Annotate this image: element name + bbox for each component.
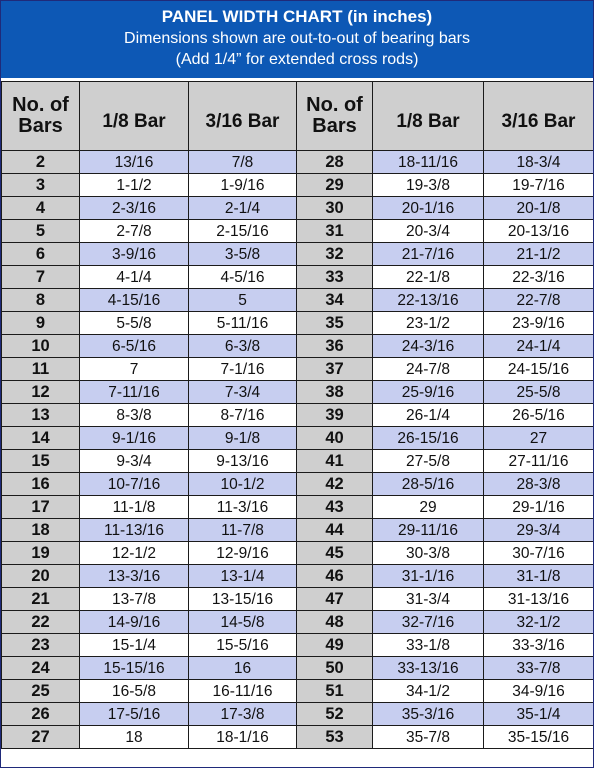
eighth-bar-width-cell: 35-7/8 [373,726,484,749]
bars-count-cell: 22 [2,611,80,634]
three-sixteenth-bar-width-cell: 20-1/8 [484,197,594,220]
table-row [2,312,594,335]
eighth-bar-width-cell: 34-1/2 [373,680,484,703]
three-sixteenth-bar-width-cell: 25-5/8 [484,381,594,404]
bars-count-cell: 45 [297,542,373,565]
three-sixteenth-bar-width-cell: 18-1/16 [189,726,297,749]
header-eighth-bar-left: 1/8 Bar [80,82,189,151]
bars-count-cell: 52 [297,703,373,726]
three-sixteenth-bar-width-cell: 9-13/16 [189,450,297,473]
eighth-bar-width-cell: 30-3/8 [373,542,484,565]
bars-count-cell: 43 [297,496,373,519]
panel-width-table [1,81,594,749]
three-sixteenth-bar-width-cell: 23-9/16 [484,312,594,335]
bars-count-cell: 29 [297,174,373,197]
three-sixteenth-bar-width-cell: 31-13/16 [484,588,594,611]
three-sixteenth-bar-width-cell: 20-13/16 [484,220,594,243]
three-sixteenth-bar-width-cell: 5-11/16 [189,312,297,335]
three-sixteenth-bar-width-cell: 11-3/16 [189,496,297,519]
table-row [2,680,594,703]
three-sixteenth-bar-width-cell: 27-11/16 [484,450,594,473]
eighth-bar-width-cell: 31-1/16 [373,565,484,588]
eighth-bar-width-cell: 28-5/16 [373,473,484,496]
eighth-bar-width-cell: 11-1/8 [80,496,189,519]
eighth-bar-width-cell: 3-9/16 [80,243,189,266]
table-row [2,151,594,174]
header-bars-line2: Bars [312,115,357,137]
three-sixteenth-bar-width-cell: 12-9/16 [189,542,297,565]
table-row [2,381,594,404]
table-row [2,588,594,611]
bars-count-cell: 17 [2,496,80,519]
bars-count-cell: 36 [297,335,373,358]
bars-count-cell: 51 [297,680,373,703]
table-row [2,726,594,749]
table-row [2,611,594,634]
eighth-bar-width-cell: 12-1/2 [80,542,189,565]
eighth-bar-width-cell: 24-3/16 [373,335,484,358]
table-row [2,473,594,496]
bars-count-cell: 13 [2,404,80,427]
bars-count-cell: 35 [297,312,373,335]
chart-subtitle: Dimensions shown are out-to-out of bearing bars [124,30,470,47]
bars-count-cell: 14 [2,427,80,450]
three-sixteenth-bar-width-cell: 21-1/2 [484,243,594,266]
eighth-bar-width-cell: 33-1/8 [373,634,484,657]
bars-count-cell: 3 [2,174,80,197]
three-sixteenth-bar-width-cell: 2-15/16 [189,220,297,243]
three-sixteenth-bar-width-cell: 33-3/16 [484,634,594,657]
bars-count-cell: 6 [2,243,80,266]
eighth-bar-width-cell: 22-13/16 [373,289,484,312]
eighth-bar-width-cell: 25-9/16 [373,381,484,404]
three-sixteenth-bar-width-cell: 34-9/16 [484,680,594,703]
table-header-row [2,82,594,151]
three-sixteenth-bar-width-cell: 11-7/8 [189,519,297,542]
bars-count-cell: 4 [2,197,80,220]
table-row [2,197,594,220]
bars-count-cell: 8 [2,289,80,312]
three-sixteenth-bar-width-cell: 35-1/4 [484,703,594,726]
eighth-bar-width-cell: 17-5/16 [80,703,189,726]
header-no-of-bars-right [297,82,373,151]
table-row [2,634,594,657]
table-row [2,519,594,542]
table-row [2,174,594,197]
eighth-bar-width-cell: 19-3/8 [373,174,484,197]
three-sixteenth-bar-width-cell: 16 [189,657,297,680]
eighth-bar-width-cell: 2-7/8 [80,220,189,243]
bars-count-cell: 12 [2,381,80,404]
chart-header [1,1,593,78]
header-bars-line2: Bars [18,115,63,137]
bars-count-cell: 23 [2,634,80,657]
bars-count-cell: 25 [2,680,80,703]
eighth-bar-width-cell: 22-1/8 [373,266,484,289]
bars-count-cell: 18 [2,519,80,542]
bars-count-cell: 11 [2,358,80,381]
eighth-bar-width-cell: 29 [373,496,484,519]
three-sixteenth-bar-width-cell: 10-1/2 [189,473,297,496]
three-sixteenth-bar-width-cell: 14-5/8 [189,611,297,634]
header-no-of-bars-left [2,82,80,151]
table-row [2,404,594,427]
three-sixteenth-bar-width-cell: 13-15/16 [189,588,297,611]
bars-count-cell: 40 [297,427,373,450]
three-sixteenth-bar-width-cell: 8-7/16 [189,404,297,427]
table-row [2,266,594,289]
table-row [2,450,594,473]
table-row [2,496,594,519]
eighth-bar-width-cell: 14-9/16 [80,611,189,634]
bars-count-cell: 28 [297,151,373,174]
header-three-sixteenth-bar-right: 3/16 Bar [484,82,594,151]
table-row [2,542,594,565]
bars-count-cell: 30 [297,197,373,220]
bars-count-cell: 37 [297,358,373,381]
table-row [2,220,594,243]
bars-count-cell: 20 [2,565,80,588]
eighth-bar-width-cell: 13-7/8 [80,588,189,611]
three-sixteenth-bar-width-cell: 29-3/4 [484,519,594,542]
eighth-bar-width-cell: 7 [80,358,189,381]
three-sixteenth-bar-width-cell: 2-1/4 [189,197,297,220]
eighth-bar-width-cell: 10-7/16 [80,473,189,496]
three-sixteenth-bar-width-cell: 7-1/16 [189,358,297,381]
bars-count-cell: 5 [2,220,80,243]
bars-count-cell: 27 [2,726,80,749]
eighth-bar-width-cell: 15-15/16 [80,657,189,680]
table-row [2,565,594,588]
table-row [2,243,594,266]
three-sixteenth-bar-width-cell: 35-15/16 [484,726,594,749]
eighth-bar-width-cell: 20-1/16 [373,197,484,220]
three-sixteenth-bar-width-cell: 19-7/16 [484,174,594,197]
eighth-bar-width-cell: 4-15/16 [80,289,189,312]
eighth-bar-width-cell: 7-11/16 [80,381,189,404]
table-row [2,335,594,358]
eighth-bar-width-cell: 16-5/8 [80,680,189,703]
bars-count-cell: 26 [2,703,80,726]
bars-count-cell: 42 [297,473,373,496]
eighth-bar-width-cell: 11-13/16 [80,519,189,542]
three-sixteenth-bar-width-cell: 22-7/8 [484,289,594,312]
bars-count-cell: 49 [297,634,373,657]
bars-count-cell: 10 [2,335,80,358]
eighth-bar-width-cell: 1-1/2 [80,174,189,197]
three-sixteenth-bar-width-cell: 26-5/16 [484,404,594,427]
header-three-sixteenth-bar-left: 3/16 Bar [189,82,297,151]
three-sixteenth-bar-width-cell: 29-1/16 [484,496,594,519]
bars-count-cell: 32 [297,243,373,266]
eighth-bar-width-cell: 18 [80,726,189,749]
three-sixteenth-bar-width-cell: 24-15/16 [484,358,594,381]
three-sixteenth-bar-width-cell: 4-5/16 [189,266,297,289]
three-sixteenth-bar-width-cell: 30-7/16 [484,542,594,565]
bars-count-cell: 9 [2,312,80,335]
bars-count-cell: 16 [2,473,80,496]
header-bars-line1: No. of [306,94,363,116]
eighth-bar-width-cell: 29-11/16 [373,519,484,542]
three-sixteenth-bar-width-cell: 28-3/8 [484,473,594,496]
three-sixteenth-bar-width-cell: 24-1/4 [484,335,594,358]
table-body [2,151,594,749]
three-sixteenth-bar-width-cell: 7-3/4 [189,381,297,404]
bars-count-cell: 34 [297,289,373,312]
three-sixteenth-bar-width-cell: 22-3/16 [484,266,594,289]
eighth-bar-width-cell: 9-3/4 [80,450,189,473]
eighth-bar-width-cell: 32-7/16 [373,611,484,634]
eighth-bar-width-cell: 31-3/4 [373,588,484,611]
eighth-bar-width-cell: 8-3/8 [80,404,189,427]
eighth-bar-width-cell: 21-7/16 [373,243,484,266]
three-sixteenth-bar-width-cell: 5 [189,289,297,312]
eighth-bar-width-cell: 27-5/8 [373,450,484,473]
eighth-bar-width-cell: 5-5/8 [80,312,189,335]
eighth-bar-width-cell: 18-11/16 [373,151,484,174]
eighth-bar-width-cell: 2-3/16 [80,197,189,220]
table-row [2,427,594,450]
bars-count-cell: 33 [297,266,373,289]
eighth-bar-width-cell: 35-3/16 [373,703,484,726]
chart-note: (Add 1/4” for extended cross rods) [175,51,419,68]
three-sixteenth-bar-width-cell: 33-7/8 [484,657,594,680]
bars-count-cell: 39 [297,404,373,427]
three-sixteenth-bar-width-cell: 1-9/16 [189,174,297,197]
bars-count-cell: 46 [297,565,373,588]
table-row [2,358,594,381]
bars-count-cell: 7 [2,266,80,289]
three-sixteenth-bar-width-cell: 17-3/8 [189,703,297,726]
eighth-bar-width-cell: 26-15/16 [373,427,484,450]
three-sixteenth-bar-width-cell: 9-1/8 [189,427,297,450]
bars-count-cell: 48 [297,611,373,634]
bars-count-cell: 24 [2,657,80,680]
eighth-bar-width-cell: 15-1/4 [80,634,189,657]
eighth-bar-width-cell: 23-1/2 [373,312,484,335]
three-sixteenth-bar-width-cell: 3-5/8 [189,243,297,266]
three-sixteenth-bar-width-cell: 27 [484,427,594,450]
eighth-bar-width-cell: 13-3/16 [80,565,189,588]
bars-count-cell: 19 [2,542,80,565]
eighth-bar-width-cell: 9-1/16 [80,427,189,450]
bars-count-cell: 15 [2,450,80,473]
three-sixteenth-bar-width-cell: 13-1/4 [189,565,297,588]
table-row [2,703,594,726]
three-sixteenth-bar-width-cell: 6-3/8 [189,335,297,358]
bars-count-cell: 21 [2,588,80,611]
bars-count-cell: 47 [297,588,373,611]
bars-count-cell: 53 [297,726,373,749]
table-row [2,289,594,312]
header-eighth-bar-right: 1/8 Bar [373,82,484,151]
bars-count-cell: 31 [297,220,373,243]
three-sixteenth-bar-width-cell: 16-11/16 [189,680,297,703]
three-sixteenth-bar-width-cell: 18-3/4 [484,151,594,174]
bars-count-cell: 2 [2,151,80,174]
eighth-bar-width-cell: 33-13/16 [373,657,484,680]
bars-count-cell: 50 [297,657,373,680]
three-sixteenth-bar-width-cell: 7/8 [189,151,297,174]
bars-count-cell: 44 [297,519,373,542]
table-row [2,657,594,680]
eighth-bar-width-cell: 24-7/8 [373,358,484,381]
bars-count-cell: 38 [297,381,373,404]
eighth-bar-width-cell: 6-5/16 [80,335,189,358]
eighth-bar-width-cell: 4-1/4 [80,266,189,289]
header-bars-line1: No. of [12,94,69,116]
three-sixteenth-bar-width-cell: 31-1/8 [484,565,594,588]
bars-count-cell: 41 [297,450,373,473]
eighth-bar-width-cell: 13/16 [80,151,189,174]
eighth-bar-width-cell: 26-1/4 [373,404,484,427]
chart-title: PANEL WIDTH CHART (in inches) [161,7,433,26]
three-sixteenth-bar-width-cell: 15-5/16 [189,634,297,657]
three-sixteenth-bar-width-cell: 32-1/2 [484,611,594,634]
eighth-bar-width-cell: 20-3/4 [373,220,484,243]
